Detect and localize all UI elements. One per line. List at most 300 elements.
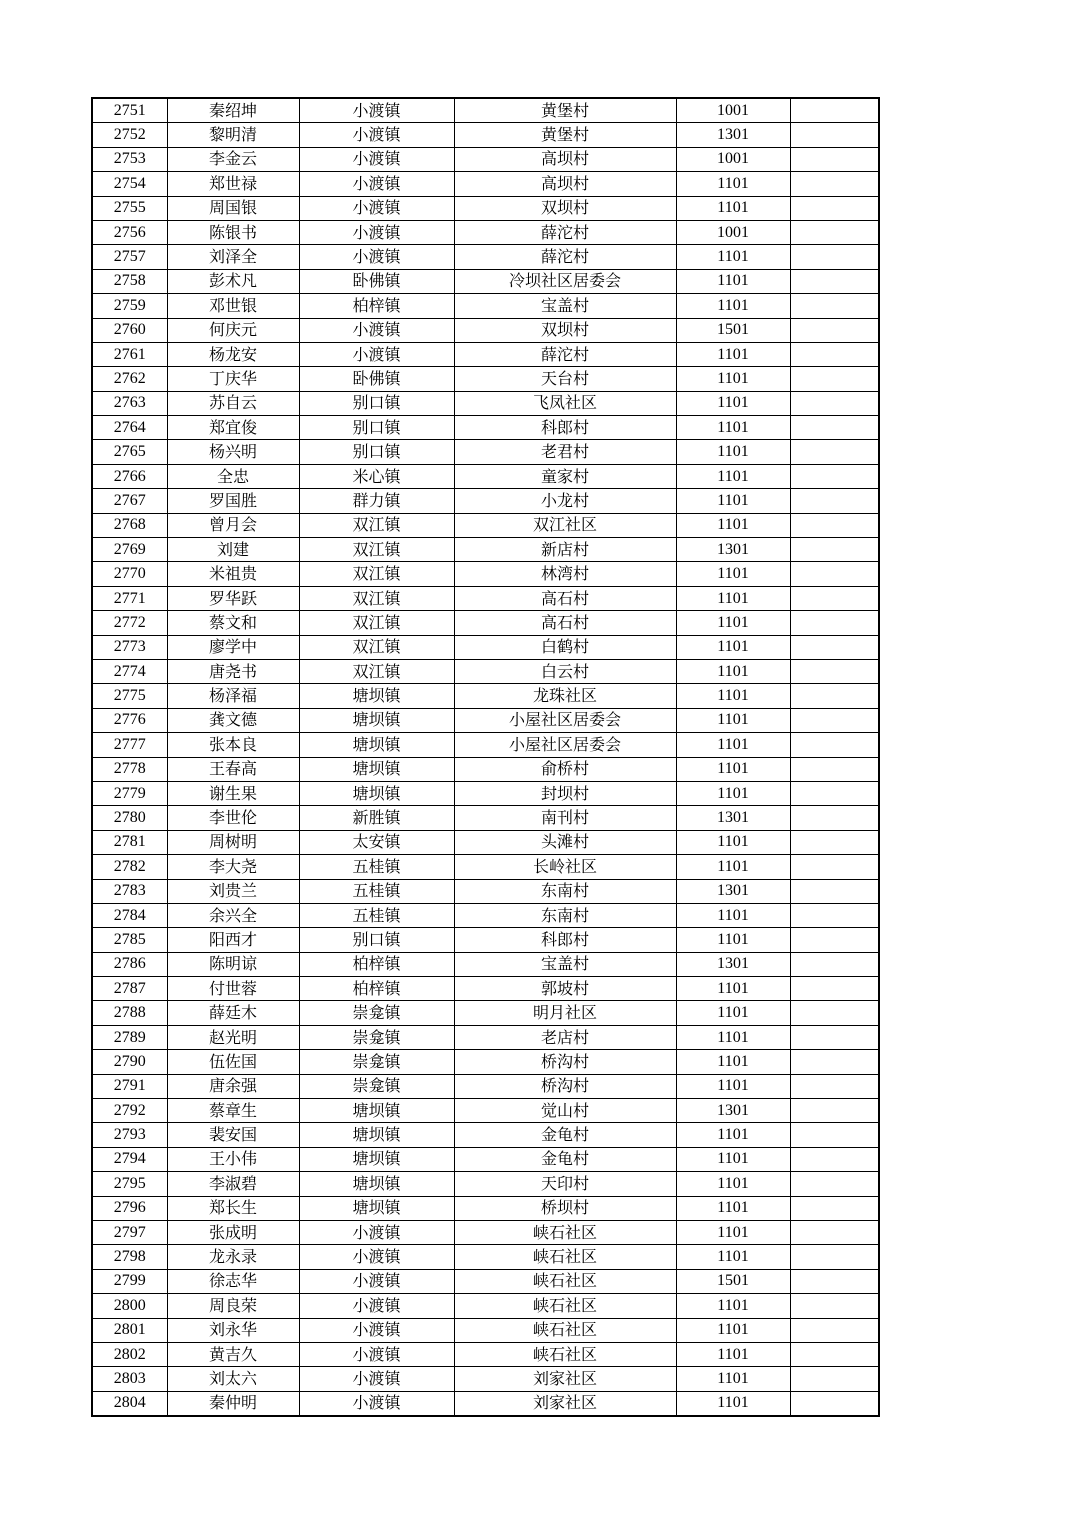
town-cell: 柏梓镇 [299, 977, 454, 1001]
name-cell: 廖学中 [167, 635, 299, 659]
code-cell: 1101 [676, 586, 790, 610]
table-row [92, 1318, 879, 1342]
name-cell: 蔡文和 [167, 611, 299, 635]
table-row [92, 464, 879, 488]
serial-number-cell: 2790 [92, 1050, 167, 1074]
serial-number-cell: 2753 [92, 147, 167, 171]
village-cell: 高坝村 [454, 172, 676, 196]
table-row [92, 1294, 879, 1318]
note-cell [790, 538, 879, 562]
code-cell: 1101 [676, 708, 790, 732]
code-cell: 1101 [676, 464, 790, 488]
village-cell: 宝盖村 [454, 294, 676, 318]
village-cell: 林湾村 [454, 562, 676, 586]
table-row [92, 659, 879, 683]
note-cell [790, 562, 879, 586]
serial-number-cell: 2757 [92, 245, 167, 269]
note-cell [790, 1391, 879, 1416]
code-cell: 1101 [676, 1196, 790, 1220]
name-cell: 王春高 [167, 757, 299, 781]
code-cell: 1101 [676, 294, 790, 318]
village-cell: 薛沱村 [454, 342, 676, 366]
code-cell: 1101 [676, 1025, 790, 1049]
village-cell: 桥坝村 [454, 1196, 676, 1220]
town-cell: 小渡镇 [299, 1342, 454, 1366]
name-cell: 彭术凡 [167, 269, 299, 293]
note-cell [790, 684, 879, 708]
name-cell: 付世蓉 [167, 977, 299, 1001]
serial-number-cell: 2754 [92, 172, 167, 196]
name-cell: 杨泽福 [167, 684, 299, 708]
serial-number-cell: 2793 [92, 1123, 167, 1147]
serial-number-cell: 2776 [92, 708, 167, 732]
table-row [92, 123, 879, 147]
code-cell: 1301 [676, 123, 790, 147]
serial-number-cell: 2785 [92, 928, 167, 952]
town-cell: 卧佛镇 [299, 269, 454, 293]
serial-number-cell: 2781 [92, 830, 167, 854]
note-cell [790, 757, 879, 781]
serial-number-cell: 2775 [92, 684, 167, 708]
table-row [92, 757, 879, 781]
note-cell [790, 708, 879, 732]
note-cell [790, 123, 879, 147]
name-cell: 伍佐国 [167, 1050, 299, 1074]
name-cell: 全忠 [167, 464, 299, 488]
note-cell [790, 416, 879, 440]
name-cell: 苏自云 [167, 391, 299, 415]
serial-number-cell: 2777 [92, 733, 167, 757]
village-cell: 小龙村 [454, 489, 676, 513]
table-row [92, 440, 879, 464]
village-cell: 金龟村 [454, 1123, 676, 1147]
town-cell: 五桂镇 [299, 903, 454, 927]
note-cell [790, 1294, 879, 1318]
serial-number-cell: 2802 [92, 1342, 167, 1366]
table-row [92, 879, 879, 903]
town-cell: 小渡镇 [299, 1391, 454, 1416]
name-cell: 曾月会 [167, 513, 299, 537]
serial-number-cell: 2756 [92, 220, 167, 244]
town-cell: 塘坝镇 [299, 684, 454, 708]
table-row [92, 977, 879, 1001]
note-cell [790, 635, 879, 659]
serial-number-cell: 2761 [92, 342, 167, 366]
village-cell: 觉山村 [454, 1099, 676, 1123]
village-cell: 刘家社区 [454, 1367, 676, 1391]
village-cell: 新店村 [454, 538, 676, 562]
town-cell: 小渡镇 [299, 1367, 454, 1391]
town-cell: 太安镇 [299, 830, 454, 854]
code-cell: 1101 [676, 245, 790, 269]
code-cell: 1101 [676, 611, 790, 635]
serial-number-cell: 2771 [92, 586, 167, 610]
code-cell: 1101 [676, 269, 790, 293]
table-row [92, 903, 879, 927]
name-cell: 杨兴明 [167, 440, 299, 464]
town-cell: 小渡镇 [299, 1294, 454, 1318]
table-row [92, 489, 879, 513]
town-cell: 塘坝镇 [299, 757, 454, 781]
note-cell [790, 513, 879, 537]
code-cell: 1101 [676, 781, 790, 805]
name-cell: 郑宜俊 [167, 416, 299, 440]
village-cell: 东南村 [454, 903, 676, 927]
table-row [92, 98, 879, 123]
note-cell [790, 1001, 879, 1025]
serial-number-cell: 2792 [92, 1099, 167, 1123]
note-cell [790, 1050, 879, 1074]
note-cell [790, 245, 879, 269]
serial-number-cell: 2782 [92, 855, 167, 879]
village-cell: 东南村 [454, 879, 676, 903]
village-cell: 桥沟村 [454, 1074, 676, 1098]
village-cell: 白鹤村 [454, 635, 676, 659]
town-cell: 双江镇 [299, 635, 454, 659]
table-row [92, 684, 879, 708]
village-cell: 刘家社区 [454, 1391, 676, 1416]
table-row [92, 269, 879, 293]
serial-number-cell: 2772 [92, 611, 167, 635]
code-cell: 1301 [676, 879, 790, 903]
code-cell: 1001 [676, 147, 790, 171]
code-cell: 1101 [676, 1001, 790, 1025]
town-cell: 双江镇 [299, 562, 454, 586]
table-row [92, 1172, 879, 1196]
name-cell: 丁庆华 [167, 367, 299, 391]
serial-number-cell: 2764 [92, 416, 167, 440]
code-cell: 1101 [676, 489, 790, 513]
town-cell: 小渡镇 [299, 98, 454, 123]
table-row [92, 586, 879, 610]
village-cell: 明月社区 [454, 1001, 676, 1025]
town-cell: 米心镇 [299, 464, 454, 488]
village-cell: 金龟村 [454, 1147, 676, 1171]
village-cell: 长岭社区 [454, 855, 676, 879]
town-cell: 五桂镇 [299, 879, 454, 903]
serial-number-cell: 2779 [92, 781, 167, 805]
code-cell: 1101 [676, 562, 790, 586]
code-cell: 1101 [676, 1294, 790, 1318]
name-cell: 王小伟 [167, 1147, 299, 1171]
town-cell: 小渡镇 [299, 1245, 454, 1269]
table-row [92, 1220, 879, 1244]
name-cell: 周树明 [167, 830, 299, 854]
note-cell [790, 830, 879, 854]
town-cell: 双江镇 [299, 538, 454, 562]
note-cell [790, 196, 879, 220]
table-row [92, 1025, 879, 1049]
table-row [92, 1196, 879, 1220]
village-cell: 峡石社区 [454, 1294, 676, 1318]
serial-number-cell: 2774 [92, 659, 167, 683]
code-cell: 1301 [676, 806, 790, 830]
town-cell: 小渡镇 [299, 123, 454, 147]
town-cell: 柏梓镇 [299, 952, 454, 976]
town-cell: 小渡镇 [299, 342, 454, 366]
town-cell: 新胜镇 [299, 806, 454, 830]
serial-number-cell: 2759 [92, 294, 167, 318]
name-cell: 薛廷木 [167, 1001, 299, 1025]
name-cell: 刘贵兰 [167, 879, 299, 903]
note-cell [790, 147, 879, 171]
note-cell [790, 1147, 879, 1171]
table-row [92, 342, 879, 366]
note-cell [790, 1099, 879, 1123]
table-row [92, 367, 879, 391]
town-cell: 崇龛镇 [299, 1001, 454, 1025]
note-cell [790, 318, 879, 342]
code-cell: 1101 [676, 342, 790, 366]
table-row [92, 1367, 879, 1391]
name-cell: 周良荣 [167, 1294, 299, 1318]
town-cell: 塘坝镇 [299, 1099, 454, 1123]
note-cell [790, 781, 879, 805]
table-row [92, 1269, 879, 1293]
village-cell: 童家村 [454, 464, 676, 488]
note-cell [790, 1220, 879, 1244]
serial-number-cell: 2765 [92, 440, 167, 464]
note-cell [790, 220, 879, 244]
note-cell [790, 1318, 879, 1342]
name-cell: 龚文德 [167, 708, 299, 732]
village-cell: 小屋社区居委会 [454, 733, 676, 757]
town-cell: 小渡镇 [299, 245, 454, 269]
code-cell: 1101 [676, 440, 790, 464]
name-cell: 何庆元 [167, 318, 299, 342]
town-cell: 小渡镇 [299, 1269, 454, 1293]
name-cell: 唐余强 [167, 1074, 299, 1098]
code-cell: 1101 [676, 635, 790, 659]
town-cell: 塘坝镇 [299, 733, 454, 757]
town-cell: 塘坝镇 [299, 1123, 454, 1147]
town-cell: 塘坝镇 [299, 781, 454, 805]
town-cell: 双江镇 [299, 611, 454, 635]
village-cell: 冷坝社区居委会 [454, 269, 676, 293]
code-cell: 1301 [676, 1099, 790, 1123]
serial-number-cell: 2789 [92, 1025, 167, 1049]
serial-number-cell: 2767 [92, 489, 167, 513]
village-cell: 双坝村 [454, 318, 676, 342]
table-row [92, 538, 879, 562]
name-cell: 徐志华 [167, 1269, 299, 1293]
village-cell: 俞桥村 [454, 757, 676, 781]
village-cell: 双坝村 [454, 196, 676, 220]
village-cell: 双江社区 [454, 513, 676, 537]
village-cell: 科郎村 [454, 928, 676, 952]
town-cell: 双江镇 [299, 659, 454, 683]
code-cell: 1101 [676, 855, 790, 879]
table-row [92, 1342, 879, 1366]
serial-number-cell: 2787 [92, 977, 167, 1001]
serial-number-cell: 2796 [92, 1196, 167, 1220]
table-row [92, 708, 879, 732]
serial-number-cell: 2797 [92, 1220, 167, 1244]
table-row [92, 781, 879, 805]
code-cell: 1301 [676, 538, 790, 562]
serial-number-cell: 2783 [92, 879, 167, 903]
name-cell: 杨龙安 [167, 342, 299, 366]
table-row [92, 391, 879, 415]
code-cell: 1101 [676, 1367, 790, 1391]
data-sheet [91, 97, 880, 1417]
table-row [92, 611, 879, 635]
town-cell: 塘坝镇 [299, 1172, 454, 1196]
code-cell: 1101 [676, 830, 790, 854]
name-cell: 刘建 [167, 538, 299, 562]
town-cell: 小渡镇 [299, 1220, 454, 1244]
name-cell: 米祖贵 [167, 562, 299, 586]
serial-number-cell: 2769 [92, 538, 167, 562]
name-cell: 张本良 [167, 733, 299, 757]
town-cell: 卧佛镇 [299, 367, 454, 391]
code-cell: 1101 [676, 928, 790, 952]
name-cell: 黄吉久 [167, 1342, 299, 1366]
village-cell: 桥沟村 [454, 1050, 676, 1074]
serial-number-cell: 2800 [92, 1294, 167, 1318]
village-cell: 薛沱村 [454, 245, 676, 269]
town-cell: 柏梓镇 [299, 294, 454, 318]
table-row [92, 1074, 879, 1098]
table-row [92, 1001, 879, 1025]
table-row [92, 1123, 879, 1147]
village-cell: 老店村 [454, 1025, 676, 1049]
table-row [92, 318, 879, 342]
note-cell [790, 1074, 879, 1098]
village-cell: 小屋社区居委会 [454, 708, 676, 732]
table-row [92, 172, 879, 196]
town-cell: 双江镇 [299, 586, 454, 610]
table-row [92, 562, 879, 586]
code-cell: 1301 [676, 952, 790, 976]
code-cell: 1101 [676, 903, 790, 927]
village-cell: 老君村 [454, 440, 676, 464]
name-cell: 唐尧书 [167, 659, 299, 683]
code-cell: 1101 [676, 1220, 790, 1244]
village-cell: 封坝村 [454, 781, 676, 805]
town-cell: 别口镇 [299, 928, 454, 952]
serial-number-cell: 2763 [92, 391, 167, 415]
name-cell: 郑长生 [167, 1196, 299, 1220]
town-cell: 崇龛镇 [299, 1074, 454, 1098]
town-cell: 别口镇 [299, 391, 454, 415]
note-cell [790, 806, 879, 830]
village-cell: 高石村 [454, 611, 676, 635]
name-cell: 郑世禄 [167, 172, 299, 196]
note-cell [790, 1196, 879, 1220]
serial-number-cell: 2758 [92, 269, 167, 293]
name-cell: 谢生果 [167, 781, 299, 805]
town-cell: 塘坝镇 [299, 1196, 454, 1220]
table-row [92, 1050, 879, 1074]
code-cell: 1101 [676, 1391, 790, 1416]
table-row [92, 830, 879, 854]
serial-number-cell: 2804 [92, 1391, 167, 1416]
records-table [91, 97, 880, 1417]
table-row [92, 855, 879, 879]
town-cell: 小渡镇 [299, 220, 454, 244]
note-cell [790, 928, 879, 952]
note-cell [790, 464, 879, 488]
table-row [92, 294, 879, 318]
code-cell: 1101 [676, 977, 790, 1001]
serial-number-cell: 2762 [92, 367, 167, 391]
code-cell: 1101 [676, 1147, 790, 1171]
note-cell [790, 489, 879, 513]
code-cell: 1101 [676, 416, 790, 440]
note-cell [790, 98, 879, 123]
table-row [92, 806, 879, 830]
village-cell: 高坝村 [454, 147, 676, 171]
code-cell: 1101 [676, 684, 790, 708]
name-cell: 李淑碧 [167, 1172, 299, 1196]
name-cell: 龙永录 [167, 1245, 299, 1269]
serial-number-cell: 2780 [92, 806, 167, 830]
village-cell: 南刊村 [454, 806, 676, 830]
town-cell: 小渡镇 [299, 147, 454, 171]
serial-number-cell: 2803 [92, 1367, 167, 1391]
village-cell: 龙珠社区 [454, 684, 676, 708]
name-cell: 裴安国 [167, 1123, 299, 1147]
serial-number-cell: 2778 [92, 757, 167, 781]
village-cell: 飞凤社区 [454, 391, 676, 415]
table-row [92, 245, 879, 269]
note-cell [790, 659, 879, 683]
village-cell: 峡石社区 [454, 1269, 676, 1293]
note-cell [790, 611, 879, 635]
name-cell: 刘泽全 [167, 245, 299, 269]
code-cell: 1101 [676, 733, 790, 757]
code-cell: 1001 [676, 98, 790, 123]
code-cell: 1101 [676, 391, 790, 415]
note-cell [790, 977, 879, 1001]
serial-number-cell: 2798 [92, 1245, 167, 1269]
name-cell: 周国银 [167, 196, 299, 220]
serial-number-cell: 2770 [92, 562, 167, 586]
code-cell: 1101 [676, 1318, 790, 1342]
table-row [92, 928, 879, 952]
note-cell [790, 1342, 879, 1366]
serial-number-cell: 2773 [92, 635, 167, 659]
code-cell: 1101 [676, 172, 790, 196]
village-cell: 天印村 [454, 1172, 676, 1196]
serial-number-cell: 2799 [92, 1269, 167, 1293]
name-cell: 罗国胜 [167, 489, 299, 513]
name-cell: 李世伦 [167, 806, 299, 830]
code-cell: 1101 [676, 659, 790, 683]
serial-number-cell: 2801 [92, 1318, 167, 1342]
note-cell [790, 952, 879, 976]
note-cell [790, 1123, 879, 1147]
name-cell: 李大尧 [167, 855, 299, 879]
village-cell: 天台村 [454, 367, 676, 391]
table-row [92, 220, 879, 244]
name-cell: 秦绍坤 [167, 98, 299, 123]
village-cell: 黄堡村 [454, 98, 676, 123]
name-cell: 余兴全 [167, 903, 299, 927]
serial-number-cell: 2795 [92, 1172, 167, 1196]
name-cell: 邓世银 [167, 294, 299, 318]
code-cell: 1501 [676, 1269, 790, 1293]
table-row [92, 1245, 879, 1269]
note-cell [790, 903, 879, 927]
serial-number-cell: 2760 [92, 318, 167, 342]
town-cell: 小渡镇 [299, 318, 454, 342]
table-row [92, 1391, 879, 1416]
name-cell: 蔡章生 [167, 1099, 299, 1123]
village-cell: 峡石社区 [454, 1245, 676, 1269]
village-cell: 峡石社区 [454, 1318, 676, 1342]
